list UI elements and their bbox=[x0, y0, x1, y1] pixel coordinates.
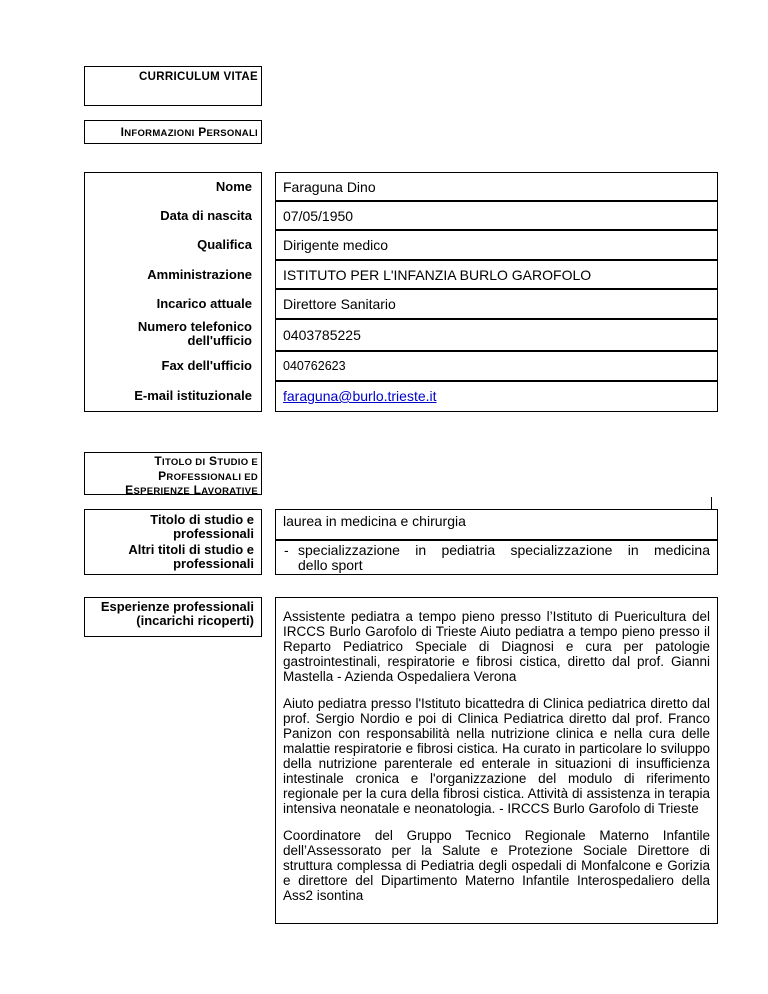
heading-line: PROFESSIONALI ED bbox=[158, 468, 258, 483]
amministrazione-value: ISTITUTO PER L'INFANZIA BURLO GAROFOLO bbox=[283, 267, 592, 283]
data-nascita-label: Data di nascita bbox=[160, 208, 252, 223]
altri-titoli-label bbox=[88, 543, 254, 571]
heading-line: ESPERIENZE LAVORATIVE bbox=[125, 483, 258, 497]
telefono-value: 0403785225 bbox=[283, 327, 361, 343]
label-line: professionali bbox=[173, 556, 254, 571]
qualifica-label: Qualifica bbox=[197, 237, 252, 252]
amministrazione-label: Amministrazione bbox=[147, 267, 252, 282]
experience-paragraph: Assistente pediatra a tempo pieno presso l’Istituto di Puericultura del IRCCS Burlo Garofolo di Trieste Aiuto pediatra a tempo pieno presso il Reparto Pediatrico Speciale di Diagnosi e cura per patologie gastrointestinali, respiratorie e fibrosi cistica, diretto dal prof. Gianni Mastella - Azienda Ospedaliera Verona bbox=[283, 609, 710, 684]
email-value[interactable] bbox=[283, 389, 437, 404]
altri-titoli-bullet: - bbox=[284, 542, 289, 558]
personal-section-heading bbox=[84, 125, 258, 139]
experience-paragraph: Coordinatore del Gruppo Tecnico Regionale Materno Infantile dell’Assessorato per la Salute e Protezione Sociale Direttore di struttura complessa di Pediatria degli ospedali di Monfalcone e Gorizia e direttore del Dipartimento Materno Infantile Interospedaliero della Ass2 isontina bbox=[283, 828, 710, 903]
incarico-value: Direttore Sanitario bbox=[283, 296, 396, 312]
label-line: Altri titoli di studio e bbox=[128, 542, 254, 557]
email-label: E-mail istituzionale bbox=[134, 388, 252, 403]
nome-label: Nome bbox=[215, 179, 252, 194]
telefono-label bbox=[88, 320, 252, 348]
heading-word: INFORMAZIONI bbox=[120, 125, 195, 139]
fax-value: 040762623 bbox=[283, 359, 346, 373]
telefono-label-line: dell'ufficio bbox=[187, 333, 252, 348]
label-line: Esperienze professionali bbox=[100, 599, 254, 614]
altri-titoli-value bbox=[298, 543, 710, 573]
value-line: dello sport bbox=[298, 557, 363, 573]
telefono-label-line: Numero telefonico bbox=[137, 319, 252, 334]
divider-line bbox=[711, 497, 712, 509]
cv-title: CURRICULUM VITAE bbox=[139, 71, 258, 83]
nome-value: Faraguna Dino bbox=[283, 179, 376, 195]
incarico-label: Incarico attuale bbox=[156, 296, 252, 311]
email-link[interactable]: faraguna@burlo.trieste.it bbox=[283, 388, 437, 404]
education-section-heading bbox=[84, 455, 258, 499]
label-line: professionali bbox=[173, 526, 254, 541]
data-nascita-value: 07/05/1950 bbox=[283, 208, 354, 224]
value-line: specializzazione in pediatria specializzazione in medicina bbox=[298, 542, 710, 558]
heading-word: PERSONALI bbox=[198, 125, 258, 139]
label-line: Titolo di studio e bbox=[150, 512, 254, 527]
heading-line: TITOLO DI STUDIO E bbox=[154, 454, 258, 468]
fax-label: Fax dell'ufficio bbox=[161, 358, 252, 373]
titolo-studio-label bbox=[88, 513, 254, 541]
qualifica-value: Dirigente medico bbox=[283, 237, 389, 253]
experience-label bbox=[88, 600, 254, 628]
titolo-studio-value: laurea in medicina e chirurgia bbox=[283, 513, 466, 529]
experience-content bbox=[283, 609, 710, 903]
experience-paragraph: Aiuto pediatra presso l'Istituto bicattedra di Clinica pediatrica diretto dal prof. Sergio Nordio e poi di Clinica Pediatrica diretto dal prof. Franco Panizon con responsabilità nella nutrizione clinica e nella cura delle malattie respiratorie e fibrosi cistica. Ha curato in particolare lo sviluppo della nutrizione parenterale ed enterale in situazioni di insufficienza intestinale cronica e l'organizzazione del modulo di riferimento regionale per la cura della fibrosi cistica. Attività di assistenza in terapia intensiva neonatale e neonatologia. - IRCCS Burlo Garofolo di Trieste bbox=[283, 696, 710, 816]
label-line: (incarichi ricoperti) bbox=[136, 613, 254, 628]
